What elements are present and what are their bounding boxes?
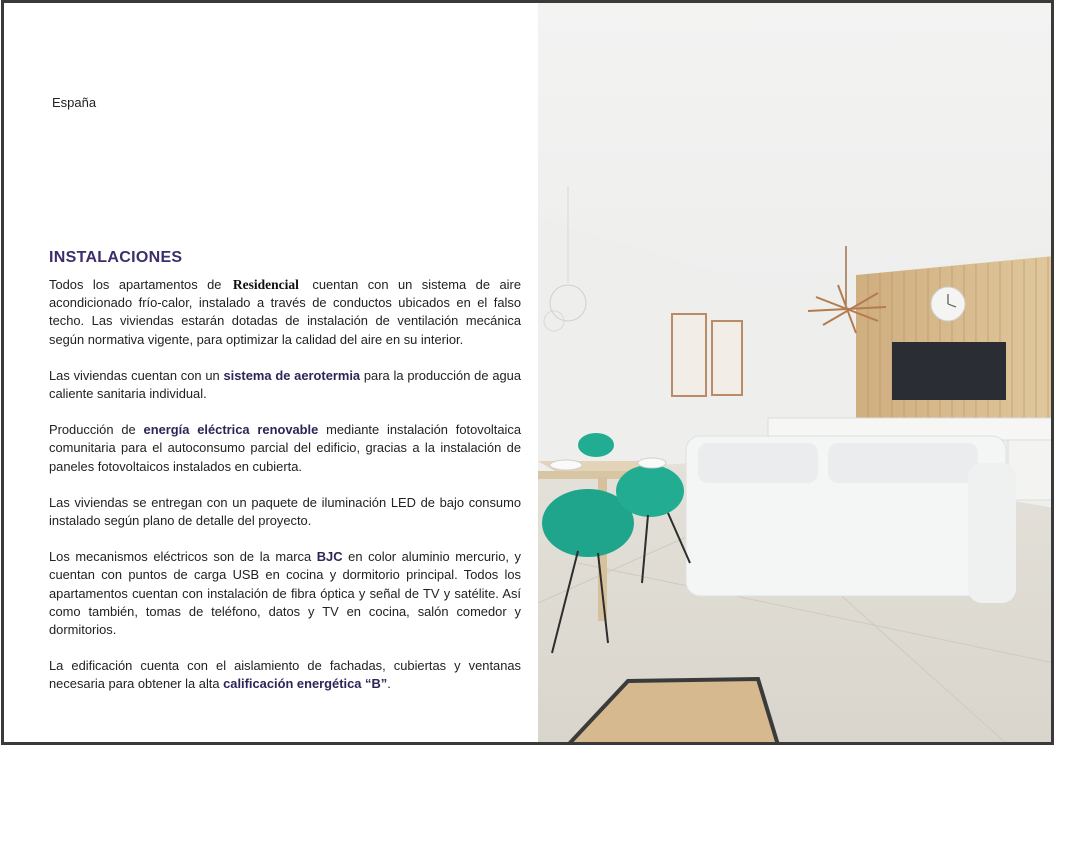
section-heading: INSTALACIONES <box>49 249 183 266</box>
paragraph-text: Los mecanismos eléctricos son de la marca <box>49 549 317 565</box>
page-frame <box>1 0 1054 745</box>
highlight-text: energía eléctrica renovable <box>143 422 319 438</box>
paragraph <box>49 494 521 530</box>
paragraph <box>49 548 521 639</box>
paragraph-text: cuentan con un sistema de aire acondicionado frío-calor, instalado a través de conductos ubicados en el falso techo. Las viviendas estarán dotadas de instalación de ventilación mecánica según normativa vigente, para optimizar la calidad del aire en su interior. <box>49 277 521 347</box>
paragraph-text: en color aluminio mercurio, y cuentan con puntos de carga USB en cocina y dormitorio principal. Todos los apartamentos cuentan con instalación de fibra óptica y señal de TV y satélite. Así como también, tomas de teléfono, datos y TV en cocina, salón comedor y dormitorios. <box>49 549 521 638</box>
paragraph <box>49 276 521 349</box>
paragraph-text: Las viviendas se entregan con un paquete de iluminación LED de bajo consumo instalado según plano de detalle del proyecto. <box>49 494 521 529</box>
paragraph-text: Las viviendas cuentan con un <box>49 367 224 383</box>
paragraph-text: La edificación cuenta con el aislamiento de fachadas, cubiertas y ventanas necesaria para obtener la alta <box>49 658 521 692</box>
highlight-text: sistema de aerotermia <box>223 367 361 383</box>
highlight-text: calificación energética “B” <box>223 676 388 692</box>
text-column <box>4 3 538 742</box>
brand-name: Residencial <box>232 277 299 292</box>
section-body <box>49 276 521 712</box>
paragraph-text: para la producción de agua caliente sanitaria individual. <box>49 367 521 402</box>
paragraph-text: mediante instalación fotovoltaica comunitaria para el autoconsumo parcial del edificio, gracias a la instalación de paneles fotovoltaicos instalados en cubierta. <box>49 422 521 474</box>
paragraph <box>49 421 521 476</box>
paragraph-text: Todos los apartamentos de <box>49 277 231 292</box>
paragraph-text: Producción de <box>49 422 144 438</box>
interior-photo <box>538 3 1054 745</box>
paragraph <box>49 657 521 693</box>
highlight-text: BJC <box>316 549 343 565</box>
country-label: España <box>52 95 97 110</box>
paragraph <box>49 367 521 403</box>
paragraph-text: . <box>387 676 391 692</box>
